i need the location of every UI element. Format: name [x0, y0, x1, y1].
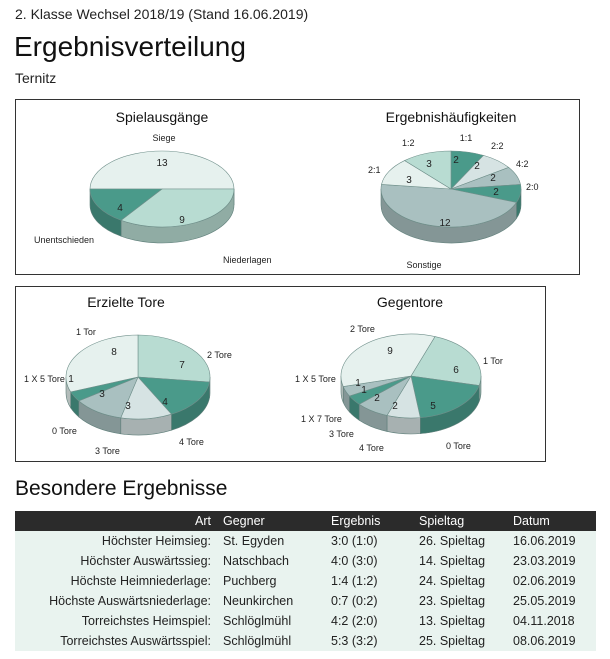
col-gegner: Gegner: [217, 511, 325, 531]
slice-label: 3 Tore: [329, 429, 354, 439]
slice-value: 9: [179, 215, 185, 226]
slice-value: 3: [406, 175, 412, 186]
slice-label: 2 Tore: [350, 324, 375, 334]
slice-label: 1 X 7 Tore: [301, 414, 342, 424]
slice-value: 2: [374, 393, 380, 404]
cell-spieltag: 14. Spieltag: [413, 551, 507, 571]
slice-label: 4 Tore: [359, 443, 384, 453]
cell-spieltag: 25. Spieltag: [413, 631, 507, 651]
results-row: [15, 611, 596, 631]
slice-label: Siege: [152, 133, 176, 143]
cell-datum: 25.05.2019: [507, 591, 596, 611]
charts-bottom-svg: [16, 287, 545, 461]
cell-ergebnis: 4:0 (3:0): [325, 551, 413, 571]
cell-art: Höchste Heimniederlage:: [15, 571, 217, 591]
cell-ergebnis: 1:4 (1:2): [325, 571, 413, 591]
slice-value: 6: [453, 365, 459, 376]
cell-datum: 04.11.2018: [507, 611, 596, 631]
cell-spieltag: 13. Spieltag: [413, 611, 507, 631]
slice-label: 0 Tore: [52, 426, 77, 436]
cell-art: Höchster Auswärtssieg:: [15, 551, 217, 571]
slice-label: 1 Tor: [76, 327, 96, 337]
results-row: [15, 591, 596, 611]
slice-label: 2:0: [526, 182, 539, 192]
slice-value: 2: [493, 187, 499, 198]
slice-value: 4: [117, 203, 123, 214]
slice-value: 2: [474, 161, 480, 172]
cell-spieltag: 23. Spieltag: [413, 591, 507, 611]
slice-value: 9: [387, 346, 393, 357]
pie-erzielte-tore: [24, 294, 232, 456]
cell-art: Torreichstes Heimspiel:: [15, 611, 217, 631]
cell-datum: 08.06.2019: [507, 631, 596, 651]
cell-gegner: St. Egyden: [217, 531, 325, 551]
slice-value: 4: [162, 397, 168, 408]
cell-ergebnis: 3:0 (1:0): [325, 531, 413, 551]
cell-ergebnis: 5:3 (3:2): [325, 631, 413, 651]
cell-art: Höchster Heimsieg:: [15, 531, 217, 551]
pie-gegentore: [295, 294, 503, 453]
pie-side-4-tore: [387, 415, 420, 434]
slice-value: 1: [355, 378, 361, 389]
chart-title: Gegentore: [376, 294, 444, 310]
results-table: [15, 511, 596, 651]
slice-label: Sonstige: [406, 260, 442, 270]
cell-gegner: Puchberg: [217, 571, 325, 591]
slice-label: Unentschieden: [34, 235, 95, 245]
chart-title: Ergebnishäufigkeiten: [385, 109, 517, 125]
slice-value: 13: [156, 158, 168, 169]
results-row: [15, 531, 596, 551]
slice-label: 2:1: [368, 165, 381, 175]
slice-value: 1: [361, 385, 367, 396]
slice-label: 1:2: [402, 138, 415, 148]
charts-top-svg: [16, 100, 579, 274]
cell-datum: 16.06.2019: [507, 531, 596, 551]
results-row: [15, 571, 596, 591]
slice-label: 2:2: [491, 141, 504, 151]
cell-art: Höchste Auswärtsniederlage:: [15, 591, 217, 611]
col-ergebnis: Ergebnis: [325, 511, 413, 531]
slice-value: 3: [125, 401, 131, 412]
cell-gegner: Neunkirchen: [217, 591, 325, 611]
slice-label: 1 X 5 Tore: [295, 374, 336, 384]
results-body: [15, 531, 596, 651]
cell-datum: 23.03.2019: [507, 551, 596, 571]
slice-value: 5: [430, 401, 436, 412]
slice-value: 3: [99, 389, 105, 400]
cell-ergebnis: 4:2 (2:0): [325, 611, 413, 631]
slice-label: 4 Tore: [179, 437, 204, 447]
slice-value: 2: [392, 401, 398, 412]
slice-label: 0 Tore: [446, 441, 471, 451]
pie-slice-siege: [90, 151, 234, 189]
cell-gegner: Schlöglmühl: [217, 611, 325, 631]
team-name: Ternitz: [15, 70, 57, 86]
col-datum: Datum: [507, 511, 596, 531]
cell-spieltag: 24. Spieltag: [413, 571, 507, 591]
cell-datum: 02.06.2019: [507, 571, 596, 591]
slice-label: 1 Tor: [483, 356, 503, 366]
col-spieltag: Spieltag: [413, 511, 507, 531]
chart-title: Erzielte Tore: [87, 294, 165, 310]
chart-panel-bottom: [15, 286, 546, 462]
cell-ergebnis: 0:7 (0:2): [325, 591, 413, 611]
results-row: [15, 551, 596, 571]
chart-title: Spielausgänge: [115, 109, 209, 125]
league-season-line: 2. Klasse Wechsel 2018/19 (Stand 16.06.2019): [15, 6, 309, 22]
results-row: [15, 631, 596, 651]
pie-ergebnishaeufigkeiten: [368, 109, 539, 270]
cell-spieltag: 26. Spieltag: [413, 531, 507, 551]
col-art: Art: [15, 511, 217, 531]
cell-art: Torreichstes Auswärtsspiel:: [15, 631, 217, 651]
slice-value: 2: [490, 173, 496, 184]
pie-spielausgaenge: [34, 109, 272, 265]
slice-label: 3 Tore: [95, 446, 120, 456]
slice-value: 2: [453, 155, 459, 166]
pie-slice-2-tore: [138, 335, 210, 382]
slice-label: 1 X 5 Tore: [24, 374, 65, 384]
results-heading: Besondere Ergebnisse: [15, 477, 228, 500]
chart-panel-top: [15, 99, 580, 275]
slice-label: 4:2: [516, 159, 529, 169]
cell-gegner: Natschbach: [217, 551, 325, 571]
slice-label: Niederlagen: [223, 255, 272, 265]
page-title: Ergebnisverteilung: [14, 31, 246, 62]
slice-value: 7: [179, 360, 185, 371]
slice-value: 3: [426, 159, 432, 170]
slice-value: 1: [68, 374, 74, 385]
slice-label: 1:1: [459, 133, 473, 143]
slice-label: 2 Tore: [207, 350, 232, 360]
results-header-row: [15, 511, 596, 531]
cell-gegner: Schlöglmühl: [217, 631, 325, 651]
slice-value: 12: [439, 218, 451, 229]
slice-value: 8: [111, 347, 117, 358]
